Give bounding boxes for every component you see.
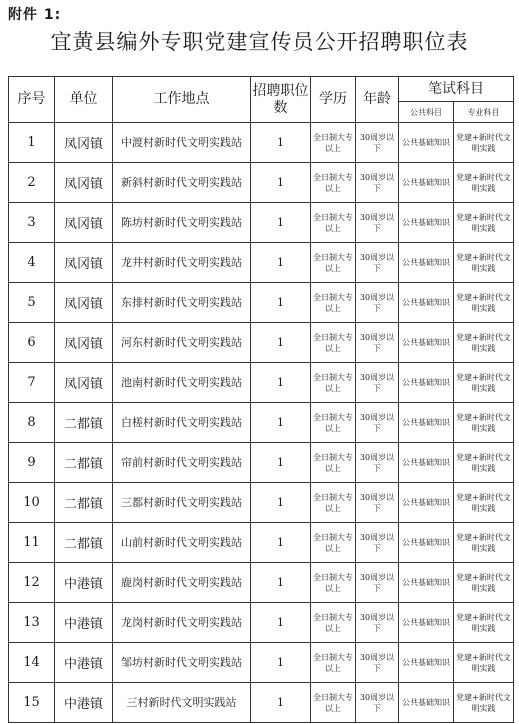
cell-unit: 二都镇 [55, 523, 113, 563]
cell-age: 30周岁以下 [356, 683, 399, 723]
cell-num: 15 [9, 683, 55, 723]
cell-public-subject: 公共基础知识 [399, 683, 454, 723]
cell-unit: 中港镇 [55, 603, 113, 643]
cell-age: 30周岁以下 [356, 563, 399, 603]
cell-unit: 凤冈镇 [55, 123, 113, 163]
table-row [9, 483, 514, 523]
table-row [9, 563, 514, 603]
cell-pro-subject: 党建+新时代文明实践 [454, 443, 514, 483]
cell-pro-subject: 党建+新时代文明实践 [454, 123, 514, 163]
cell-public-subject: 公共基础知识 [399, 363, 454, 403]
table-row [9, 443, 514, 483]
header-age: 年龄 [356, 77, 399, 123]
cell-unit: 中港镇 [55, 563, 113, 603]
cell-education: 全日制大专以上 [311, 123, 356, 163]
cell-public-subject: 公共基础知识 [399, 323, 454, 363]
cell-pro-subject: 党建+新时代文明实践 [454, 243, 514, 283]
cell-pro-subject: 党建+新时代文明实践 [454, 363, 514, 403]
cell-num: 2 [9, 163, 55, 203]
cell-pro-subject: 党建+新时代文明实践 [454, 403, 514, 443]
positions-table [8, 76, 514, 723]
cell-age: 30周岁以下 [356, 203, 399, 243]
cell-num: 4 [9, 243, 55, 283]
cell-education: 全日制大专以上 [311, 523, 356, 563]
cell-public-subject: 公共基础知识 [399, 603, 454, 643]
table-row [9, 643, 514, 683]
cell-public-subject: 公共基础知识 [399, 203, 454, 243]
cell-count: 1 [251, 283, 311, 323]
cell-age: 30周岁以下 [356, 403, 399, 443]
table-row [9, 123, 514, 163]
cell-num: 14 [9, 643, 55, 683]
cell-unit: 中港镇 [55, 643, 113, 683]
cell-count: 1 [251, 563, 311, 603]
cell-location: 三村新时代文明实践站 [113, 683, 251, 723]
cell-count: 1 [251, 123, 311, 163]
cell-num: 13 [9, 603, 55, 643]
cell-education: 全日制大专以上 [311, 483, 356, 523]
cell-education: 全日制大专以上 [311, 363, 356, 403]
header-unit: 单位 [55, 77, 113, 123]
cell-count: 1 [251, 523, 311, 563]
table-row [9, 283, 514, 323]
cell-unit: 凤冈镇 [55, 203, 113, 243]
header-public-subject: 公共科目 [399, 102, 454, 123]
cell-num: 11 [9, 523, 55, 563]
cell-unit: 凤冈镇 [55, 283, 113, 323]
cell-num: 5 [9, 283, 55, 323]
cell-public-subject: 公共基础知识 [399, 443, 454, 483]
cell-count: 1 [251, 643, 311, 683]
cell-unit: 凤冈镇 [55, 243, 113, 283]
page-title: 宜黄县编外专职党建宣传员公开招聘职位表 [50, 30, 469, 54]
header-exam: 笔试科目 [399, 77, 514, 102]
cell-num: 9 [9, 443, 55, 483]
cell-education: 全日制大专以上 [311, 443, 356, 483]
cell-public-subject: 公共基础知识 [399, 483, 454, 523]
cell-unit: 凤冈镇 [55, 323, 113, 363]
table-row [9, 323, 514, 363]
cell-num: 8 [9, 403, 55, 443]
cell-age: 30周岁以下 [356, 123, 399, 163]
cell-age: 30周岁以下 [356, 283, 399, 323]
cell-age: 30周岁以下 [356, 323, 399, 363]
cell-unit: 凤冈镇 [55, 163, 113, 203]
table-header [9, 77, 514, 123]
cell-unit: 二都镇 [55, 443, 113, 483]
cell-location: 白槎村新时代文明实践站 [113, 403, 251, 443]
cell-education: 全日制大专以上 [311, 403, 356, 443]
cell-location: 龙岗村新时代文明实践站 [113, 603, 251, 643]
cell-num: 10 [9, 483, 55, 523]
cell-education: 全日制大专以上 [311, 203, 356, 243]
cell-pro-subject: 党建+新时代文明实践 [454, 283, 514, 323]
cell-location: 河东村新时代文明实践站 [113, 323, 251, 363]
cell-pro-subject: 党建+新时代文明实践 [454, 163, 514, 203]
cell-pro-subject: 党建+新时代文明实践 [454, 483, 514, 523]
cell-num: 7 [9, 363, 55, 403]
cell-pro-subject: 党建+新时代文明实践 [454, 643, 514, 683]
cell-pro-subject: 党建+新时代文明实践 [454, 683, 514, 723]
cell-count: 1 [251, 443, 311, 483]
cell-pro-subject: 党建+新时代文明实践 [454, 323, 514, 363]
cell-public-subject: 公共基础知识 [399, 523, 454, 563]
cell-pro-subject: 党建+新时代文明实践 [454, 523, 514, 563]
cell-location: 中渡村新时代文明实践站 [113, 123, 251, 163]
cell-location: 鹿岗村新时代文明实践站 [113, 563, 251, 603]
cell-num: 6 [9, 323, 55, 363]
cell-education: 全日制大专以上 [311, 563, 356, 603]
cell-public-subject: 公共基础知识 [399, 123, 454, 163]
table-body [9, 123, 514, 723]
cell-age: 30周岁以下 [356, 363, 399, 403]
table-row [9, 683, 514, 723]
cell-count: 1 [251, 163, 311, 203]
header-num: 序号 [9, 77, 55, 123]
table-row [9, 403, 514, 443]
table-row [9, 163, 514, 203]
cell-age: 30周岁以下 [356, 643, 399, 683]
table-row [9, 363, 514, 403]
cell-count: 1 [251, 323, 311, 363]
attachment-label: 附件 1: [8, 7, 62, 23]
cell-education: 全日制大专以上 [311, 683, 356, 723]
cell-unit: 二都镇 [55, 483, 113, 523]
cell-education: 全日制大专以上 [311, 603, 356, 643]
cell-num: 3 [9, 203, 55, 243]
cell-location: 陈坊村新时代文明实践站 [113, 203, 251, 243]
cell-count: 1 [251, 403, 311, 443]
cell-unit: 凤冈镇 [55, 363, 113, 403]
cell-age: 30周岁以下 [356, 483, 399, 523]
cell-count: 1 [251, 243, 311, 283]
cell-location: 邹坊村新时代文明实践站 [113, 643, 251, 683]
header-count: 招聘职位数 [251, 77, 311, 123]
cell-education: 全日制大专以上 [311, 163, 356, 203]
cell-education: 全日制大专以上 [311, 643, 356, 683]
cell-location: 池南村新时代文明实践站 [113, 363, 251, 403]
cell-unit: 二都镇 [55, 403, 113, 443]
cell-public-subject: 公共基础知识 [399, 283, 454, 323]
cell-location: 新斜村新时代文明实践站 [113, 163, 251, 203]
cell-age: 30周岁以下 [356, 603, 399, 643]
cell-location: 山前村新时代文明实践站 [113, 523, 251, 563]
cell-public-subject: 公共基础知识 [399, 563, 454, 603]
cell-num: 1 [9, 123, 55, 163]
cell-education: 全日制大专以上 [311, 283, 356, 323]
cell-education: 全日制大专以上 [311, 323, 356, 363]
cell-count: 1 [251, 203, 311, 243]
table-row [9, 243, 514, 283]
cell-public-subject: 公共基础知识 [399, 403, 454, 443]
header-location: 工作地点 [113, 77, 251, 123]
cell-age: 30周岁以下 [356, 163, 399, 203]
cell-age: 30周岁以下 [356, 443, 399, 483]
cell-pro-subject: 党建+新时代文明实践 [454, 603, 514, 643]
cell-count: 1 [251, 363, 311, 403]
cell-location: 东排村新时代文明实践站 [113, 283, 251, 323]
table-row [9, 523, 514, 563]
table-row [9, 603, 514, 643]
cell-unit: 中港镇 [55, 683, 113, 723]
cell-count: 1 [251, 483, 311, 523]
cell-location: 三都村新时代文明实践站 [113, 483, 251, 523]
cell-education: 全日制大专以上 [311, 243, 356, 283]
cell-age: 30周岁以下 [356, 243, 399, 283]
cell-public-subject: 公共基础知识 [399, 163, 454, 203]
cell-location: 龙井村新时代文明实践站 [113, 243, 251, 283]
cell-age: 30周岁以下 [356, 523, 399, 563]
cell-location: 帘前村新时代文明实践站 [113, 443, 251, 483]
cell-pro-subject: 党建+新时代文明实践 [454, 563, 514, 603]
table-row [9, 203, 514, 243]
cell-count: 1 [251, 603, 311, 643]
cell-public-subject: 公共基础知识 [399, 643, 454, 683]
cell-count: 1 [251, 683, 311, 723]
header-education: 学历 [311, 77, 356, 123]
cell-public-subject: 公共基础知识 [399, 243, 454, 283]
cell-pro-subject: 党建+新时代文明实践 [454, 203, 514, 243]
header-pro-subject: 专业科目 [454, 102, 514, 123]
cell-num: 12 [9, 563, 55, 603]
